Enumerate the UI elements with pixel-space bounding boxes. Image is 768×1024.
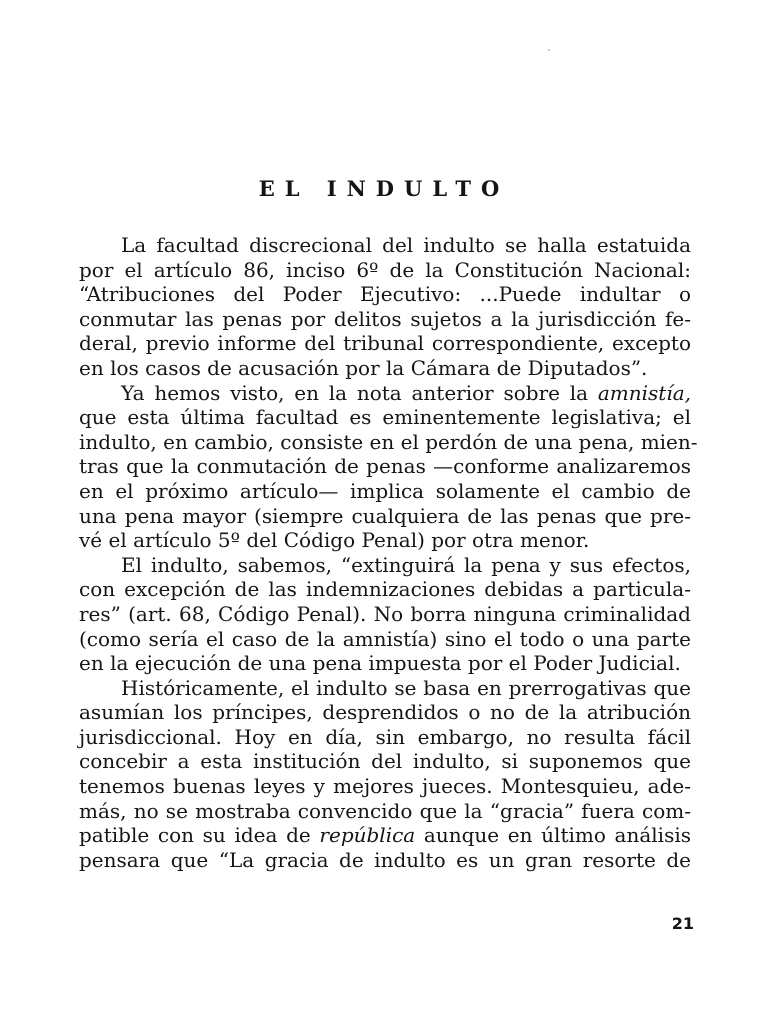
text-line: res” (art. 68, Código Penal). No borra ninguna criminalidad xyxy=(79,601,691,626)
text-line: en los casos de acusación por la Cámara de Diputados”. xyxy=(79,355,648,380)
text-line: tenemos buenas leyes y mejores jueces. Montesquieu, ade- xyxy=(79,774,691,799)
text-line: La facultad discrecional del indulto se halla estatuida xyxy=(121,233,691,257)
text-line: indulto, en cambio, consiste en el perdón de una pena, mien- xyxy=(79,429,698,454)
text-line: en el próximo artículo— implica solamente el cambio de xyxy=(79,478,691,503)
text-line: con excepción de las indemnizaciones debidas a particula- xyxy=(79,577,691,602)
text-line: asumían los príncipes, desprendidos o no de la atribución xyxy=(79,700,691,725)
paragraph-1 xyxy=(79,233,691,381)
emphasis-republica: república xyxy=(319,823,416,848)
text-fragment: patible con su idea de xyxy=(79,823,320,848)
text-line: “Atribuciones del Poder Ejecutivo: ...Puede indultar o xyxy=(79,282,691,307)
text-fragment: aunque en último análisis xyxy=(415,823,691,848)
page-number: 21 xyxy=(671,914,694,933)
text-fragment: Ya hemos visto, en la nota anterior sobre la xyxy=(121,380,598,405)
text-line: concebir a esta institución del indulto, si suponemos que xyxy=(79,749,691,774)
text-line: más, no se mostraba convencido que la “gracia” fuera com- xyxy=(79,798,691,823)
paragraph-2 xyxy=(79,380,698,553)
text-line: deral, previo informe del tribunal correspondiente, excepto xyxy=(79,331,691,356)
text-line: (como sería el caso de la amnistía) sino el todo o una parte xyxy=(79,626,691,651)
emphasis-amnistia: amnistía, xyxy=(597,380,691,405)
body-text xyxy=(79,233,698,872)
text-line: jurisdiccional. Hoy en día, sin embargo, no resulta fácil xyxy=(79,724,691,749)
scan-speck xyxy=(548,49,550,51)
text-line: vé el artículo 5º del Código Penal) por otra menor. xyxy=(79,528,590,553)
text-line: pensara que “La gracia de indulto es un gran resorte de xyxy=(79,847,691,872)
text-line: por el artículo 86, inciso 6º de la Constitución Nacional: xyxy=(79,257,691,282)
text-line: Históricamente, el indulto se basa en prerrogativas que xyxy=(121,675,691,700)
paragraph-3 xyxy=(79,553,691,676)
text-line: El indulto, sabemos, “extinguirá la pena y sus efectos, xyxy=(121,552,691,577)
text-line: una pena mayor (siempre cualquiera de las penas que pre- xyxy=(79,503,691,528)
text-line: conmutar las penas por delitos sujetos a la jurisdicción fe- xyxy=(79,306,691,331)
paragraph-4 xyxy=(79,676,691,873)
text-line xyxy=(79,823,691,848)
text-line: tras que la conmutación de penas —conforme analizaremos xyxy=(79,454,691,479)
text-line: en la ejecución de una pena impuesta por el Poder Judicial. xyxy=(79,651,681,676)
chapter-title: EL INDULTO xyxy=(258,176,510,201)
text-line xyxy=(79,381,691,406)
text-line: que esta última facultad es eminentemente legislativa; el xyxy=(79,405,691,430)
